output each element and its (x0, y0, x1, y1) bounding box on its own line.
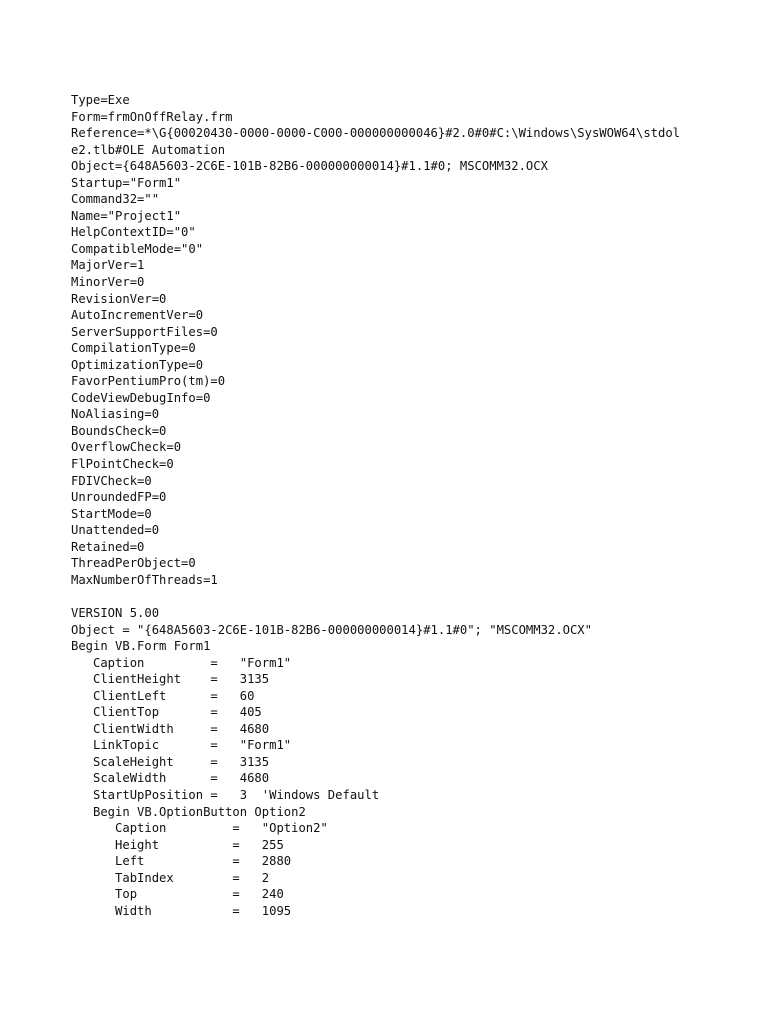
project-line: FDIVCheck=0 (71, 473, 152, 488)
form-line: Object = "{648A5603-2C6E-101B-82B6-000000000014}#1.1#0"; "MSCOMM32.OCX" (71, 622, 592, 637)
form-line: LinkTopic = "Form1" (71, 738, 292, 753)
form-line: Left = 2880 (71, 854, 292, 869)
project-line: BoundsCheck=0 (71, 423, 167, 438)
project-file-section (71, 92, 731, 588)
form-line: Begin VB.Form Form1 (71, 639, 211, 654)
project-line: Reference=*\G{00020430-0000-0000-C000-000000000046}#2.0#0#C:\Windows\SysWOW64\stdol (71, 126, 681, 141)
project-line: ServerSupportFiles=0 (71, 324, 218, 339)
form-line: ScaleHeight = 3135 (71, 754, 270, 769)
form-line: Top = 240 (71, 887, 284, 902)
form-line: Begin VB.OptionButton Option2 (71, 804, 306, 819)
project-line: CompatibleMode="0" (71, 241, 204, 256)
project-line: Retained=0 (71, 539, 145, 554)
form-line: ClientTop = 405 (71, 705, 262, 720)
project-line: Unattended=0 (71, 523, 160, 538)
project-line: MajorVer=1 (71, 258, 145, 273)
project-line: CodeViewDebugInfo=0 (71, 390, 211, 405)
project-line: CompilationType=0 (71, 341, 196, 356)
project-line: OptimizationType=0 (71, 357, 204, 372)
document-page (71, 92, 731, 919)
project-line: Form=frmOnOffRelay.frm (71, 109, 233, 124)
form-line: Height = 255 (71, 837, 284, 852)
form-line: ClientHeight = 3135 (71, 672, 270, 687)
project-line: MaxNumberOfThreads=1 (71, 572, 218, 587)
form-line: ClientLeft = 60 (71, 688, 255, 703)
project-line: Startup="Form1" (71, 175, 182, 190)
form-line: StartUpPosition = 3 'Windows Default (71, 787, 380, 802)
blank-line (71, 588, 731, 605)
project-line: FlPointCheck=0 (71, 457, 174, 472)
form-line: ClientWidth = 4680 (71, 721, 270, 736)
project-line: Object={648A5603-2C6E-101B-82B6-000000000014}#1.1#0; MSCOMM32.OCX (71, 159, 548, 174)
form-line: Width = 1095 (71, 903, 292, 918)
project-line: OverflowCheck=0 (71, 440, 182, 455)
project-line: UnroundedFP=0 (71, 490, 167, 505)
project-line: Name="Project1" (71, 208, 182, 223)
form-line: Caption = "Option2" (71, 821, 328, 836)
project-line: FavorPentiumPro(tm)=0 (71, 374, 226, 389)
project-line: HelpContextID="0" (71, 225, 196, 240)
project-line: StartMode=0 (71, 506, 152, 521)
project-line: NoAliasing=0 (71, 407, 160, 422)
form-line: VERSION 5.00 (71, 605, 160, 620)
project-line: Command32="" (71, 192, 160, 207)
project-line: Type=Exe (71, 93, 130, 107)
form-line: ScaleWidth = 4680 (71, 771, 270, 786)
project-line: MinorVer=0 (71, 275, 145, 290)
project-line: AutoIncrementVer=0 (71, 308, 204, 323)
form-line: Caption = "Form1" (71, 655, 292, 670)
project-line: RevisionVer=0 (71, 291, 167, 306)
project-line: ThreadPerObject=0 (71, 556, 196, 571)
form-file-section (71, 605, 731, 919)
project-line: e2.tlb#OLE Automation (71, 142, 226, 157)
form-line: TabIndex = 2 (71, 870, 270, 885)
